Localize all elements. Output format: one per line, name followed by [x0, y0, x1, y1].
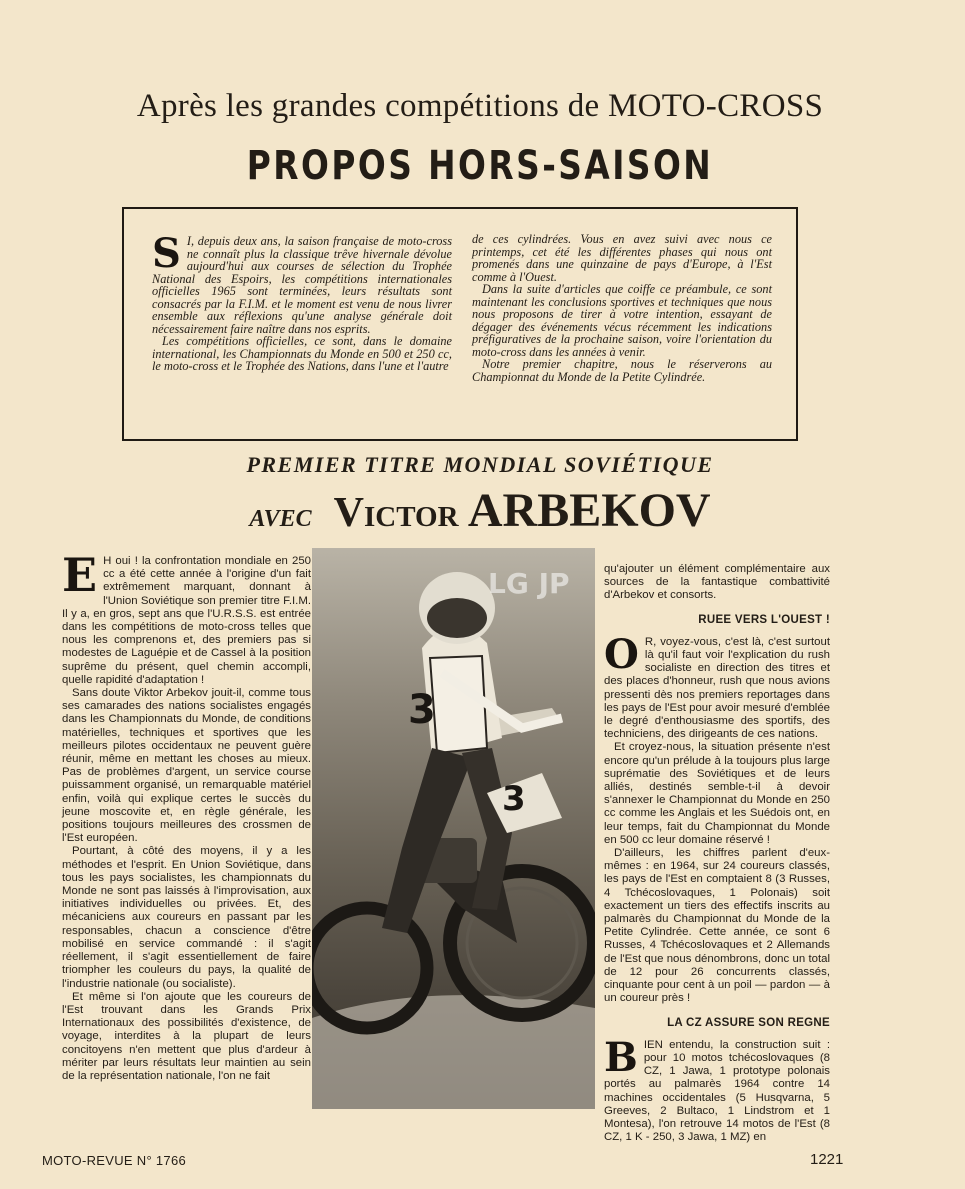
- headline-line-1: PREMIER TITRE MONDIAL SOVIÉTIQUE: [246, 452, 714, 477]
- footer-page-number: 1221: [810, 1151, 844, 1168]
- right-dropcap-o: O: [604, 630, 639, 678]
- article-left-column: [62, 548, 311, 1083]
- intro-box: [122, 207, 798, 441]
- footer-magazine-issue: MOTO-REVUE N° 1766: [42, 1153, 187, 1168]
- kicker-heading: Après les grandes compétitions de MOTO-CROSS: [136, 88, 824, 124]
- right-dropcap-b: B: [604, 1033, 638, 1081]
- subhead-ruee: RUEE VERS L'OUEST !: [698, 613, 830, 626]
- subhead-cz: LA CZ ASSURE SON REGNE: [667, 1016, 830, 1029]
- headline-line-2: [40, 483, 920, 538]
- rider-illustration: [312, 548, 595, 1109]
- intro-paragraph-2: Les compétitions officielles, ce sont, dans le domaine international, les Championnats du Monde en 500 et 250 cc, le moto-cross et le Trophée des Nations, dans l'une et l'autre: [152, 334, 452, 373]
- right-paragraph-4: IEN entendu, la construction suit : pour 10 motos tchécoslovaques (8 CZ, 1 Jawa, 1 prototype polonais portés au palmarès 1964 contre 14 machines occidentales (5 Husqvarna, 5 Greeves, 2 Bultaco, 1 Lindstrom et 1 Montesa), l'on retrouve 14 motos de l'Est (8 CZ, 1 K - 250, 3 Jawa, 1 MZ) en: [604, 1038, 830, 1144]
- left-paragraph-3: Pourtant, à côté des moyens, il y a les méthodes et l'esprit. En Union Soviétique, dans tous les pays socialistes, les championnats du Monde ne sont pas laissés à l'improvisation, aux initiatives individuelles ou privées. Et, des mécaniciens aux coureurs en passant par les responsables, chacun a conscience d'être mobilisé en service commandé : il s'agit réellement, il s'agit essentiellement de faire triompher les couleurs du pays, la qualité de l'industrie nationale (ou socialiste).: [62, 845, 311, 990]
- bike-number: 3: [502, 779, 526, 819]
- right-paragraph-3: D'ailleurs, les chiffres parlent d'eux-mêmes : en 1964, sur 24 coureurs classés, les pays de l'Est en comptaient 8 (3 Russes, 4 Tchécoslovaques, 1 Polonais) soit exactement un tiers des effectifs inscrits au palmarès du Championnat du Monde de la Petite Cylindrée. Cette année, ce sont 6 Russes, 4 Tchécoslovaques et 2 Allemands de l'Est que nous dénombrons, donc un total de 12 pour 26 concurrents classés, cinquante pour cent à un poil — pardon — à un coureur près !: [604, 847, 830, 1005]
- right-paragraph-0: qu'ajouter un élément complémentaire aux sources de la fantastique combattivité d'Arbekov et consorts.: [604, 563, 830, 602]
- intro-dropcap: S: [152, 230, 181, 277]
- article-right-column: [604, 563, 830, 1144]
- photo-watermark: LG JP: [488, 567, 570, 600]
- left-paragraph-1: H oui ! la confrontation mondiale en 250 cc a été cette année à l'origine d'un fait extrêmement marquant, donnant à l'Union Soviétique son premier titre F.I.M. Il y a, en gros, sept ans que l'U.R.S.S. est entrée dans les compétitions de moto-cross telles que nous les comprenons et, des premiers pas si modestes de Laguépie et de Cassel à la position suprême du présent, quel chemin accompli, quelle rapidité d'adaptation !: [62, 555, 311, 686]
- right-paragraph-1: R, voyez-vous, c'est là, c'est surtout là qu'il faut voir l'explication du rush socialiste en direction des titres et des places d'honneur, rush que nous avions pressenti dès nos premiers reportages dans les pays de l'Est pour avoir mesuré d'emblée le degré d'enthousiasme des sportifs, des techniciens, des dirigeants de ces nations.: [604, 635, 830, 741]
- rider-number: 3: [408, 687, 436, 733]
- intro-paragraph-3: de ces cylindrées. Vous en avez suivi avec nous ce printemps, cet été les différentes phases qui nous ont promenés dans une quinzaine de pays d'Europe, à l'Est comme à l'Ouest.: [472, 232, 772, 284]
- headline-avec: AVEC: [249, 506, 312, 532]
- headline-victor: Victor: [333, 490, 459, 536]
- intro-paragraph-4: Dans la suite d'articles que coiffe ce préambule, ce sont maintenant les conclusions sportives et techniques que nous nous proposons de tirer à votre intention, essayant de dégager des événements vécus récemment les indications préfiguratives de la prochaine saison, voire l'orientation du moto-cross dans les années à venir.: [472, 282, 772, 359]
- left-paragraph-4: Et même si l'on ajoute que les coureurs de l'Est trouvant dans les Grands Prix Internationaux des possibilités d'existence, de voyage, interdites à la plupart de leurs concitoyens n'en mettent que plus d'ardeur à mériter par leurs résultats leur maintien au sein de la représentation nationale, l'on ne fait: [62, 990, 311, 1082]
- headline-arbekov: ARBEKOV: [467, 484, 711, 537]
- left-paragraph-2: Sans doute Viktor Arbekov jouit-il, comme tous ses camarades des nations socialistes engagés dans les Championnats du Monde, de conditions matérielles, techniques et sportives que les meilleurs pilotes occidentaux ne peuvent guère réunir, même en mettant les choses au mieux. Pas de problèmes d'argent, un service course puissamment organisé, un remarquable matériel enfin, voilà qui explique certes le succès du jeune moscovite et, en règle générale, les positions toujours meilleures des crossmen de l'Est européen.: [62, 687, 311, 845]
- intro-column-2: [472, 233, 772, 383]
- intro-paragraph-1: I, depuis deux ans, la saison française de moto-cross ne connaît plus la classique trêve hivernale dévolue aujourd'hui aux courses de sélection du Trophée National des Espoirs, les compétitions internationales officielles 1965 sont terminées, leurs résultats sont consacrés par la F.I.M. et le moment est venu de nous livrer ensemble aux réflexions qu'une analyse générale doit nécessairement faire naître dans nos esprits.: [152, 234, 452, 336]
- intro-paragraph-5: Notre premier chapitre, nous le réserverons au Championnat du Monde de la Petite Cylindrée.: [472, 357, 772, 384]
- page-title: PROPOS HORS-SAISON: [246, 143, 714, 189]
- intro-column-1: [152, 230, 452, 373]
- motocross-photo: [312, 548, 595, 1109]
- right-paragraph-2: Et croyez-nous, la situation présente n'est encore qu'un prélude à la toujours plus large suprématie des Soviétiques et de leurs alliés, destinés semble-t-il à devoir s'annexer le Championnat du Monde en 250 cc comme les Anglais et les Suédois ont, en leur temps, fait du Championnat du Monde en 500 cc leur domaine réservé !: [604, 741, 830, 846]
- left-dropcap: E: [62, 548, 98, 602]
